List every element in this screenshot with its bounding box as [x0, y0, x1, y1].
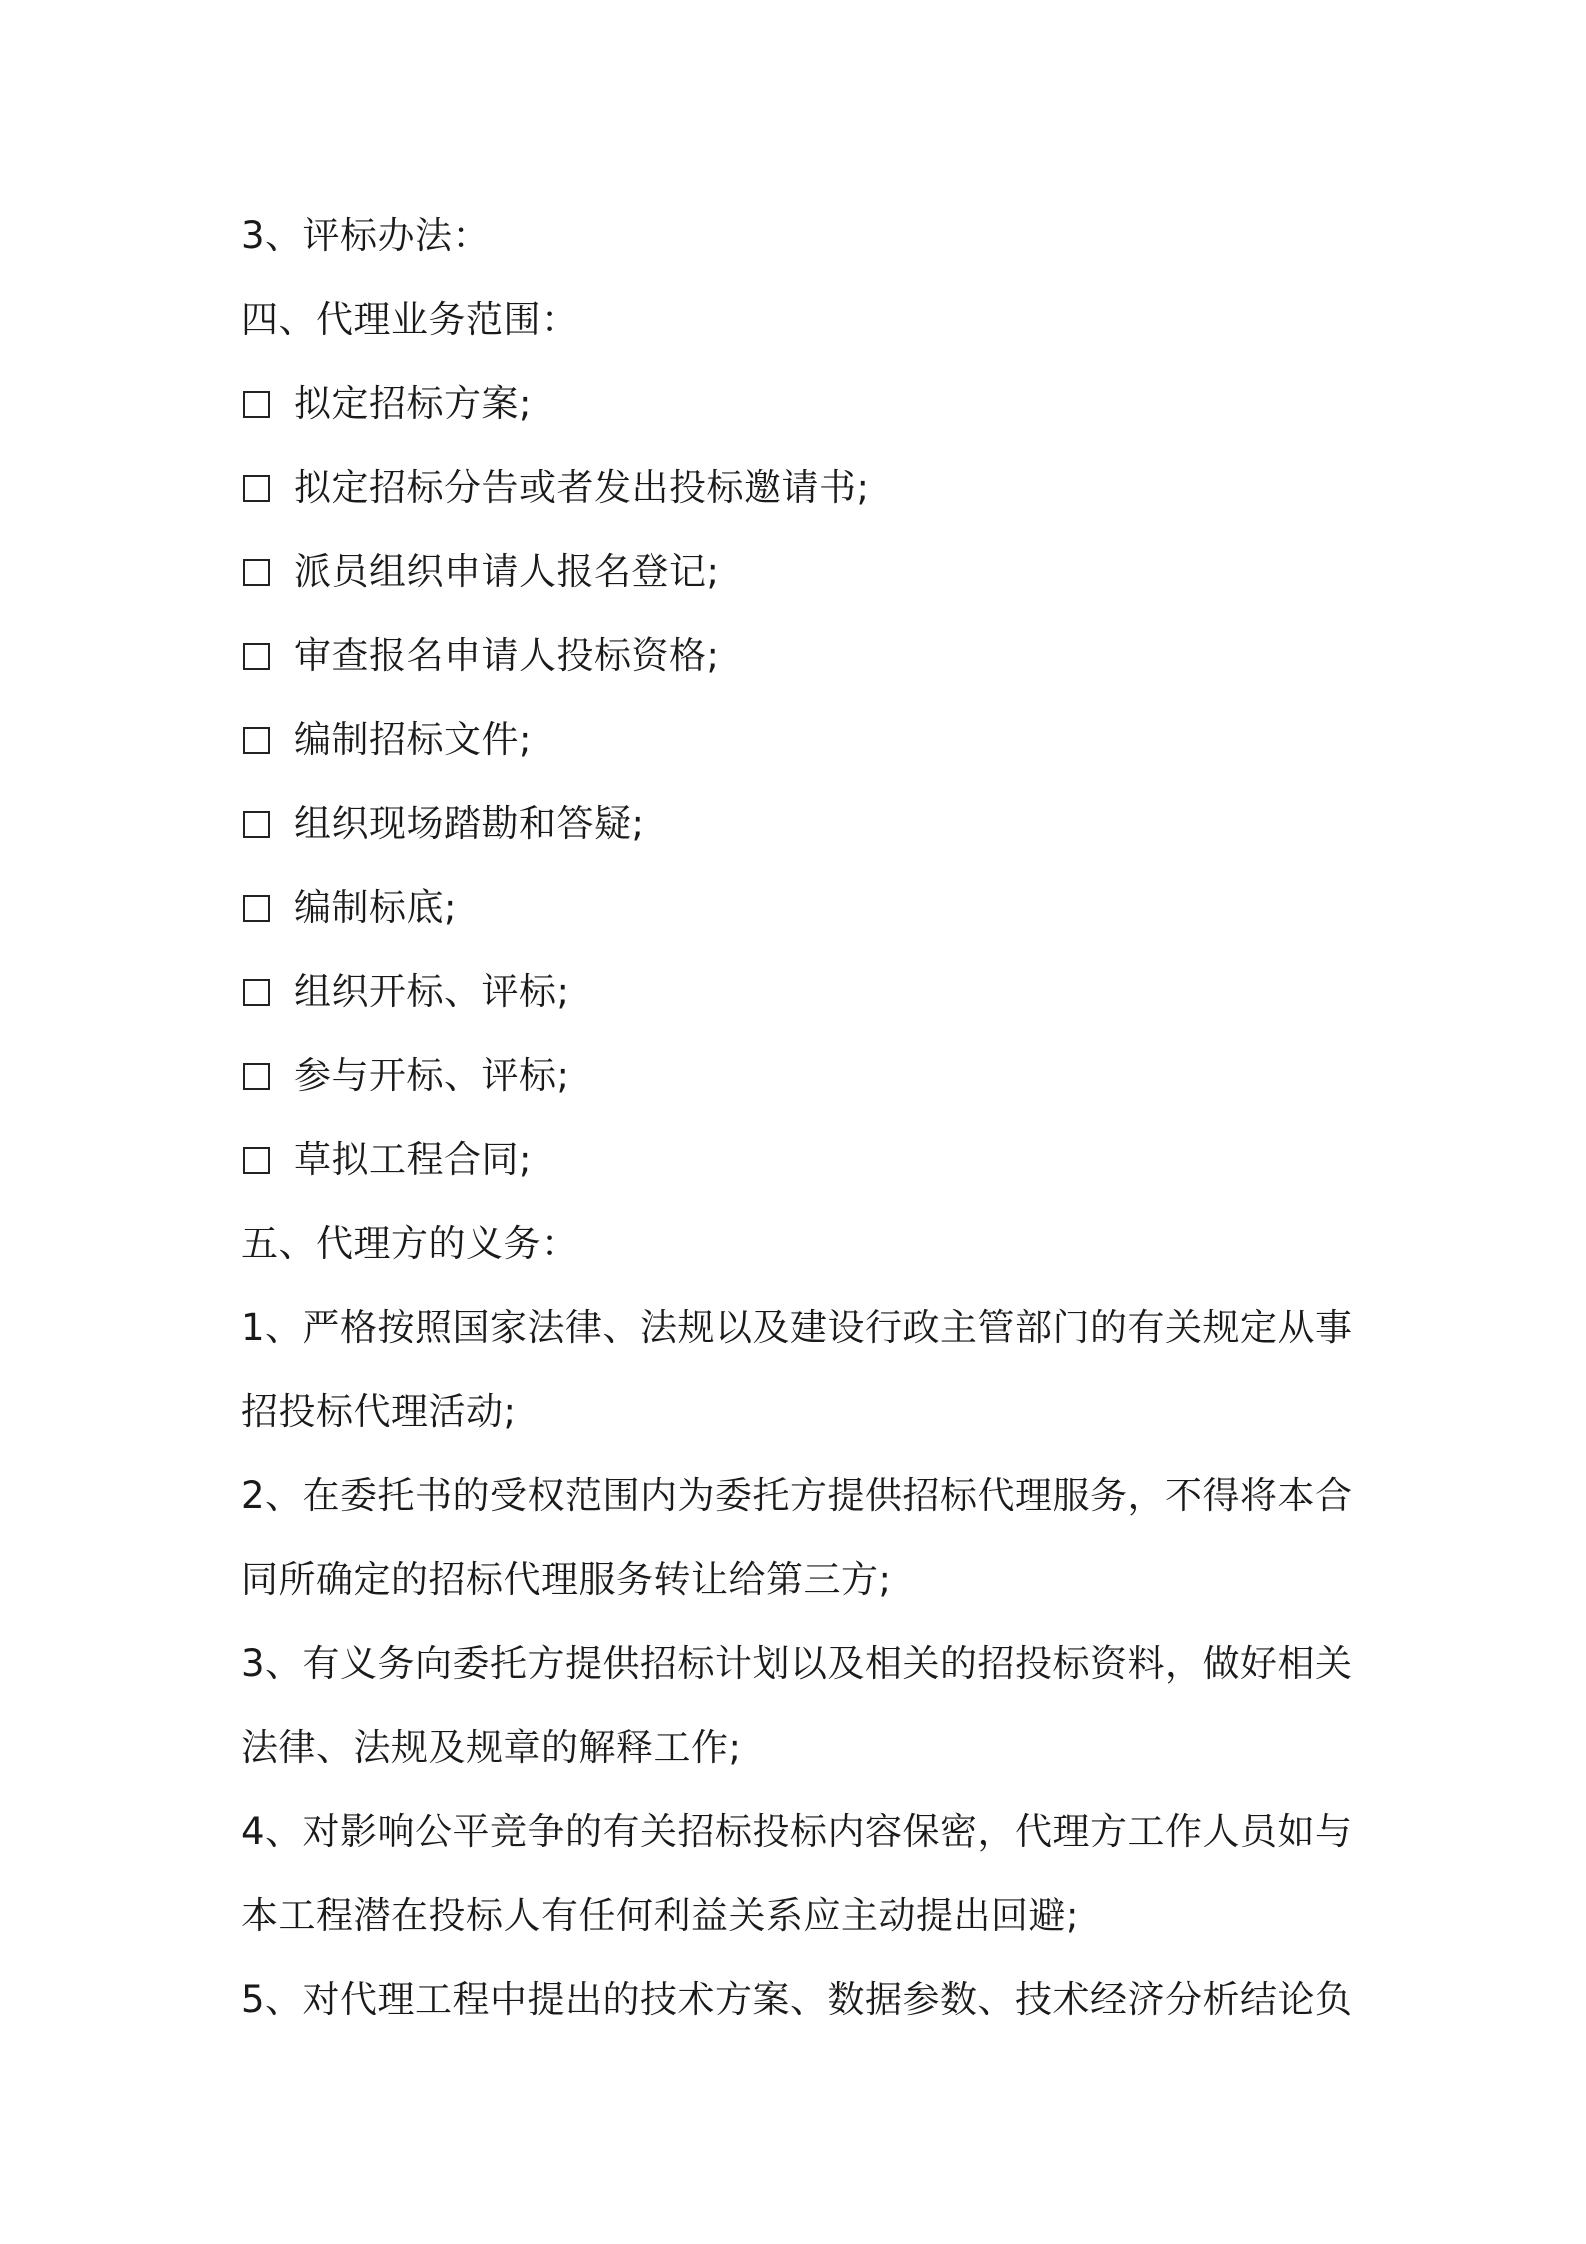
checklist-item — [241, 614, 1356, 698]
paragraph-line: 法律、法规及规章的解释工作; — [241, 1726, 742, 1769]
checklist-item-label: 派员组织申请人报名登记; — [294, 550, 720, 593]
checklist-item-label: 编制招标文件; — [294, 718, 532, 761]
checklist-item — [241, 362, 1356, 446]
checkbox-icon — [243, 979, 270, 1006]
checkbox-icon — [243, 643, 270, 670]
checklist-item-label: 参与开标、评标; — [294, 1054, 570, 1097]
paragraph-line: 四、代理业务范围： — [241, 298, 579, 341]
checklist-item — [241, 446, 1356, 530]
checkbox-icon — [243, 895, 270, 922]
checklist-item-label: 拟定招标分告或者发出投标邀请书; — [294, 466, 870, 509]
paragraph-line: 2、在委托书的受权范围内为委托方提供招标代理服务，不得将本合 — [241, 1474, 1353, 1517]
paragraph-line: 4、对影响公平竞争的有关招标投标内容保密，代理方工作人员如与 — [241, 1810, 1353, 1853]
paragraph-line: 1、严格按照国家法律、法规以及建设行政主管部门的有关规定从事 — [241, 1306, 1353, 1349]
paragraph-line: 3、有义务向委托方提供招标计划以及相关的招投标资料，做好相关 — [241, 1642, 1353, 1685]
checklist-item — [241, 950, 1356, 1034]
checkbox-icon — [243, 475, 270, 502]
checklist-item-label: 编制标底; — [294, 886, 457, 929]
checkbox-icon — [243, 559, 270, 586]
checklist-item-label: 组织现场踏勘和答疑; — [294, 802, 645, 845]
paragraph-line: 五、代理方的义务： — [241, 1222, 579, 1265]
document-body — [241, 194, 1356, 2042]
checklist-item — [241, 1034, 1356, 1118]
checkbox-icon — [243, 1063, 270, 1090]
paragraph-line: 3、评标办法： — [241, 214, 491, 257]
checkbox-icon — [243, 727, 270, 754]
checklist-item — [241, 530, 1356, 614]
checkbox-icon — [243, 391, 270, 418]
paragraph-line: 5、对代理工程中提出的技术方案、数据参数、技术经济分析结论负 — [241, 1978, 1353, 2021]
checklist-item-label: 组织开标、评标; — [294, 970, 570, 1013]
checklist-item-label: 拟定招标方案; — [294, 382, 532, 425]
paragraph-line: 招投标代理活动; — [241, 1390, 517, 1433]
checkbox-icon — [243, 1147, 270, 1174]
paragraph-line: 本工程潜在投标人有任何利益关系应主动提出回避; — [241, 1894, 1079, 1937]
checkbox-icon — [243, 811, 270, 838]
checklist-item — [241, 698, 1356, 782]
checklist-item-label: 草拟工程合同; — [294, 1138, 532, 1181]
paragraph-line: 同所确定的招标代理服务转让给第三方; — [241, 1558, 892, 1601]
checklist-item — [241, 1118, 1356, 1202]
checklist-item — [241, 866, 1356, 950]
checklist-item-label: 审查报名申请人投标资格; — [294, 634, 720, 677]
checklist-item — [241, 782, 1356, 866]
